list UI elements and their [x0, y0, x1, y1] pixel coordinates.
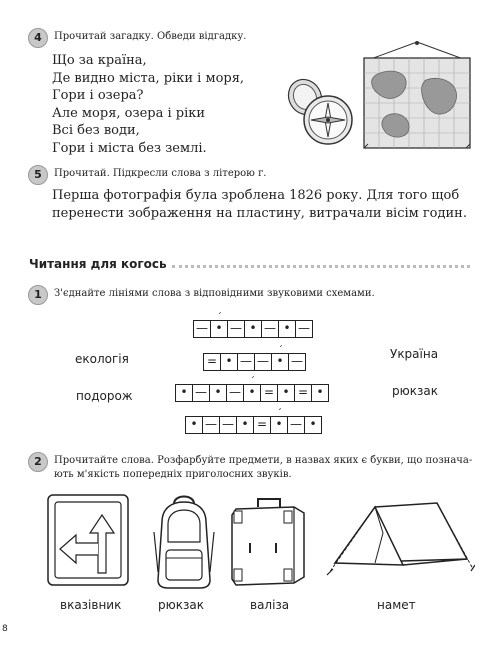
word-ukraina: Україна	[390, 347, 439, 361]
scheme-cell: •	[309, 417, 317, 431]
word-podorozh: подорож	[76, 389, 133, 403]
backpack-picture	[148, 492, 220, 592]
poem-line: Гори і озера?	[52, 88, 144, 103]
road-sign-picture	[46, 493, 130, 587]
caption-valiza: валіза	[250, 598, 290, 612]
scheme-symbol: •	[276, 354, 284, 368]
scheme-cell: —	[228, 321, 245, 337]
scheme-cell: —	[203, 417, 220, 433]
stress-mark: ´	[250, 376, 255, 387]
task-1-number: 1	[28, 285, 48, 305]
scheme-cell: •	[221, 354, 238, 370]
scheme-cell: —	[298, 321, 310, 335]
caption-vkazivnyk: вказівник	[60, 598, 122, 612]
sound-scheme-4	[185, 408, 322, 434]
task-5-text-line-1: Перша фотографія була зроблена 1826 року. Для того щоб	[52, 188, 460, 203]
caption-namet: намет	[377, 598, 416, 612]
scheme-cell: =	[261, 385, 278, 401]
section-divider	[172, 265, 470, 268]
scheme-cell: •	[278, 385, 295, 401]
map-picture	[358, 40, 476, 152]
scheme-cell: =	[254, 417, 271, 433]
task-1-instruction: З'єднайте лініями слова з відповідними звуковими схемами.	[54, 288, 375, 299]
scheme-cell: —	[193, 385, 210, 401]
scheme-cell: —	[220, 417, 237, 433]
task-4-number: 4	[28, 28, 48, 48]
poem-line: Всі без води,	[52, 123, 140, 138]
task-2-instruction-line-1: Прочитайте слова. Розфарбуйте предмети, в назвах яких є букви, що познача-	[54, 455, 473, 466]
scheme-cell: —	[238, 354, 255, 370]
poem-line: Але моря, озера і ріки	[52, 105, 206, 121]
scheme-cell: •	[279, 321, 296, 337]
scheme-cell: •	[186, 417, 203, 433]
scheme-cell	[211, 312, 228, 337]
scheme-cell: =	[295, 385, 312, 401]
sound-scheme-2	[203, 345, 306, 371]
scheme-symbol: •	[248, 385, 256, 399]
scheme-cell	[271, 408, 288, 433]
scheme-cell: —	[291, 354, 303, 368]
scheme-cell	[272, 345, 289, 370]
task-5-number: 5	[28, 165, 48, 185]
word-ekolohiia: екологія	[75, 352, 129, 366]
tent-picture	[325, 493, 475, 583]
sound-scheme-3	[175, 376, 329, 402]
poem-line: Гори і міста без землі.	[52, 140, 207, 156]
scheme-cell: —	[288, 417, 305, 433]
stress-mark: ´	[277, 408, 282, 419]
compass-picture	[283, 75, 358, 150]
task-2-instruction-line-2: ють м'якість попередніх приголосних звуків.	[54, 469, 292, 480]
scheme-cell: •	[316, 385, 324, 399]
section-title: Читання для когось	[29, 257, 167, 271]
scheme-cell: •	[210, 385, 227, 401]
task-5-instruction: Прочитай. Підкресли слова з літерою г.	[54, 168, 267, 179]
riddle-poem	[52, 52, 244, 157]
page-number: 8	[2, 624, 8, 634]
task-4-instruction: Прочитай загадку. Обведи відгадку.	[54, 31, 247, 42]
scheme-cell	[244, 376, 261, 401]
word-riukzak: рюкзак	[392, 384, 438, 398]
suitcase-picture	[228, 493, 310, 591]
poem-line: Де видно міста, ріки і моря,	[52, 70, 245, 86]
scheme-cell: —	[255, 354, 272, 370]
scheme-cell: •	[245, 321, 262, 337]
sound-scheme-1	[193, 312, 313, 338]
scheme-cell: •	[176, 385, 193, 401]
stress-mark: ´	[217, 312, 222, 323]
scheme-cell: —	[262, 321, 279, 337]
stress-mark: ´	[278, 345, 283, 356]
scheme-cell: =	[204, 354, 221, 370]
caption-riukzak: рюкзак	[158, 598, 204, 612]
poem-line: Що за країна,	[52, 53, 147, 68]
task-2-number: 2	[28, 452, 48, 472]
scheme-symbol: •	[275, 417, 283, 431]
scheme-cell: —	[194, 321, 211, 337]
scheme-cell: •	[237, 417, 254, 433]
task-5-text-line-2: перенести зображення на пластину, витрачали вісім годин.	[52, 206, 467, 221]
scheme-symbol: •	[215, 321, 223, 335]
scheme-cell: —	[227, 385, 244, 401]
